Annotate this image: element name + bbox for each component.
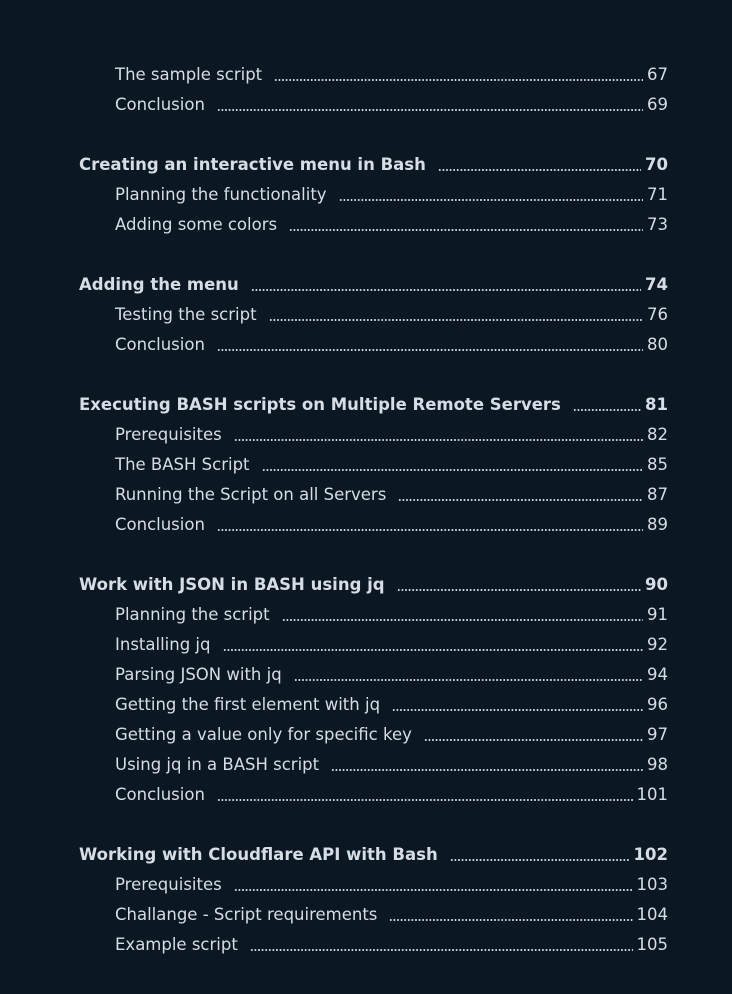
table-of-contents bbox=[0, 60, 732, 960]
dot-leader bbox=[424, 739, 643, 741]
page-number: 87 bbox=[647, 485, 668, 504]
dot-leader bbox=[250, 949, 633, 951]
section-spacer bbox=[0, 120, 732, 150]
page-number: 96 bbox=[647, 695, 668, 714]
page-number: 103 bbox=[636, 875, 668, 894]
toc-chapter-entry[interactable] bbox=[0, 270, 668, 300]
entry-title: Conclusion bbox=[115, 335, 205, 354]
entry-title: Planning the script bbox=[115, 605, 270, 624]
dot-leader bbox=[234, 439, 643, 441]
toc-subsection-entry[interactable] bbox=[0, 60, 668, 90]
dot-leader bbox=[223, 649, 644, 651]
toc-subsection-entry[interactable] bbox=[0, 450, 668, 480]
toc-subsection-entry[interactable] bbox=[0, 750, 668, 780]
toc-subsection-entry[interactable] bbox=[0, 420, 668, 450]
page-number: 97 bbox=[647, 725, 668, 744]
toc-subsection-entry[interactable] bbox=[0, 300, 668, 330]
entry-title: Challange - Script requirements bbox=[115, 905, 378, 924]
page-number: 104 bbox=[636, 905, 668, 924]
toc-subsection-entry[interactable] bbox=[0, 330, 668, 360]
toc-chapter-entry[interactable] bbox=[0, 150, 668, 180]
chapter-title: Creating an interactive menu in Bash bbox=[79, 155, 426, 174]
entry-title: Running the Script on all Servers bbox=[115, 485, 387, 504]
toc-subsection-entry[interactable] bbox=[0, 930, 668, 960]
entry-title: Prerequisites bbox=[115, 425, 222, 444]
toc-subsection-entry[interactable] bbox=[0, 720, 668, 750]
toc-subsection-entry[interactable] bbox=[0, 900, 668, 930]
dot-leader bbox=[217, 109, 643, 111]
chapter-title: Working with Cloudflare API with Bash bbox=[79, 845, 438, 864]
dot-leader bbox=[573, 409, 641, 411]
toc-subsection-entry[interactable] bbox=[0, 600, 668, 630]
page-number: 81 bbox=[645, 395, 668, 414]
dot-leader bbox=[262, 469, 643, 471]
dot-leader bbox=[450, 859, 630, 861]
dot-leader bbox=[438, 169, 641, 171]
chapter-title: Executing BASH scripts on Multiple Remote Servers bbox=[79, 395, 561, 414]
section-spacer bbox=[0, 360, 732, 390]
page-number: 76 bbox=[647, 305, 668, 324]
toc-subsection-entry[interactable] bbox=[0, 90, 668, 120]
dot-leader bbox=[339, 199, 643, 201]
page-number: 85 bbox=[647, 455, 668, 474]
toc-subsection-entry[interactable] bbox=[0, 480, 668, 510]
page-number: 80 bbox=[647, 335, 668, 354]
dot-leader bbox=[282, 619, 643, 621]
chapter-title: Adding the menu bbox=[79, 275, 239, 294]
page-number: 94 bbox=[647, 665, 668, 684]
dot-leader bbox=[269, 319, 643, 321]
page-number: 105 bbox=[636, 935, 668, 954]
section-spacer bbox=[0, 240, 732, 270]
entry-title: Installing jq bbox=[115, 635, 211, 654]
entry-title: Getting a value only for specific key bbox=[115, 725, 412, 744]
entry-title: Example script bbox=[115, 935, 238, 954]
entry-title: Planning the functionality bbox=[115, 185, 327, 204]
entry-title: Adding some colors bbox=[115, 215, 278, 234]
page-number: 70 bbox=[645, 155, 668, 174]
dot-leader bbox=[251, 289, 641, 291]
dot-leader bbox=[217, 529, 643, 531]
entry-title: Using jq in a BASH script bbox=[115, 755, 320, 774]
dot-leader bbox=[331, 769, 643, 771]
page-number: 71 bbox=[647, 185, 668, 204]
section-spacer bbox=[0, 540, 732, 570]
dot-leader bbox=[398, 499, 643, 501]
page-number: 90 bbox=[645, 575, 668, 594]
page-number: 74 bbox=[645, 275, 668, 294]
entry-title: Conclusion bbox=[115, 95, 205, 114]
dot-leader bbox=[392, 709, 643, 711]
toc-subsection-entry[interactable] bbox=[0, 690, 668, 720]
entry-title: Conclusion bbox=[115, 515, 205, 534]
page-number: 82 bbox=[647, 425, 668, 444]
page-number: 102 bbox=[633, 845, 668, 864]
toc-chapter-entry[interactable] bbox=[0, 570, 668, 600]
chapter-title: Work with JSON in BASH using jq bbox=[79, 575, 385, 594]
page-number: 92 bbox=[647, 635, 668, 654]
toc-subsection-entry[interactable] bbox=[0, 870, 668, 900]
dot-leader bbox=[397, 589, 641, 591]
page-number: 69 bbox=[647, 95, 668, 114]
entry-title: Parsing JSON with jq bbox=[115, 665, 282, 684]
dot-leader bbox=[274, 79, 643, 81]
page-number: 89 bbox=[647, 515, 668, 534]
entry-title: Prerequisites bbox=[115, 875, 222, 894]
toc-chapter-entry[interactable] bbox=[0, 840, 668, 870]
toc-subsection-entry[interactable] bbox=[0, 510, 668, 540]
toc-subsection-entry[interactable] bbox=[0, 210, 668, 240]
entry-title: Getting the first element with jq bbox=[115, 695, 381, 714]
page-number: 73 bbox=[647, 215, 668, 234]
dot-leader bbox=[234, 889, 633, 891]
dot-leader bbox=[294, 679, 643, 681]
page-number: 67 bbox=[647, 65, 668, 84]
entry-title: The sample script bbox=[115, 65, 263, 84]
page-number: 98 bbox=[647, 755, 668, 774]
dot-leader bbox=[289, 229, 643, 231]
toc-subsection-entry[interactable] bbox=[0, 780, 668, 810]
page-number: 91 bbox=[647, 605, 668, 624]
entry-title: Testing the script bbox=[115, 305, 257, 324]
dot-leader bbox=[217, 349, 643, 351]
dot-leader bbox=[217, 799, 633, 801]
toc-subsection-entry[interactable] bbox=[0, 630, 668, 660]
dot-leader bbox=[389, 919, 632, 921]
section-spacer bbox=[0, 810, 732, 840]
page-number: 101 bbox=[636, 785, 668, 804]
toc-subsection-entry[interactable] bbox=[0, 180, 668, 210]
entry-title: The BASH Script bbox=[115, 455, 250, 474]
toc-chapter-entry[interactable] bbox=[0, 390, 668, 420]
entry-title: Conclusion bbox=[115, 785, 205, 804]
toc-subsection-entry[interactable] bbox=[0, 660, 668, 690]
